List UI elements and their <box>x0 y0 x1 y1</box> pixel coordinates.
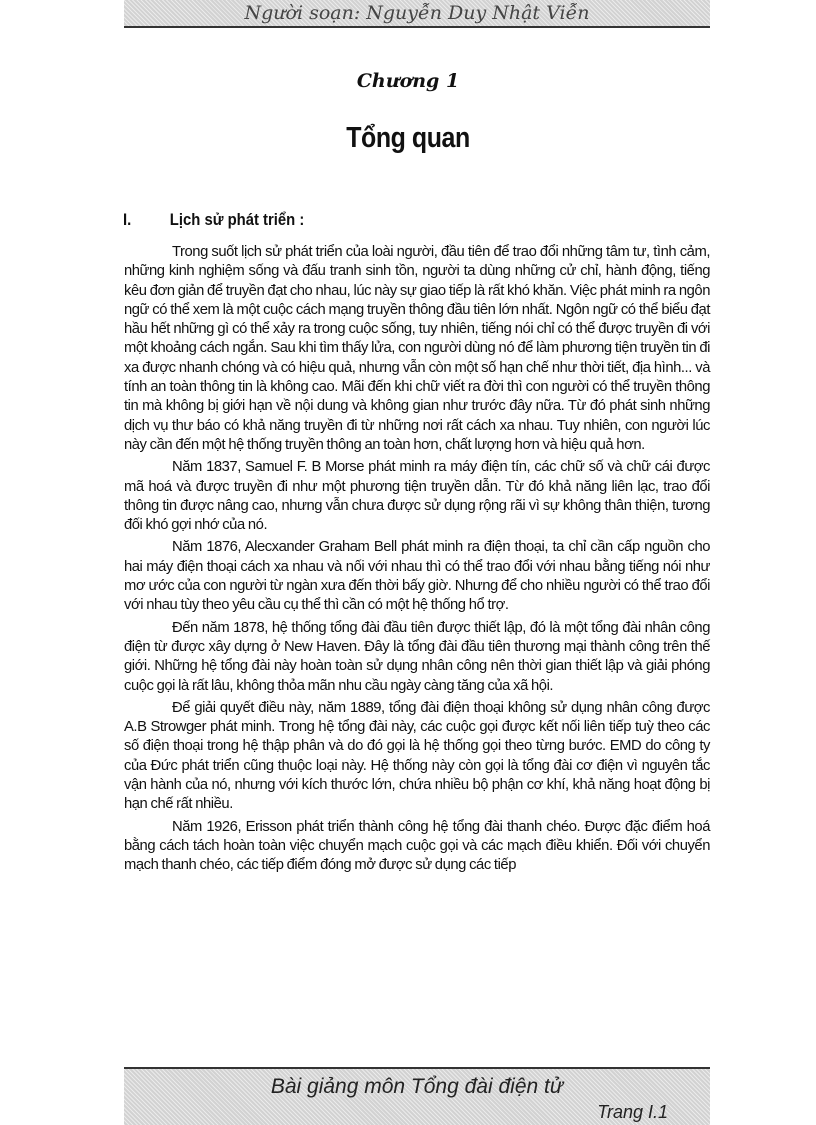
page-header <box>124 0 710 28</box>
paragraph: Trong suốt lịch sử phát triển của loài người, đầu tiên để trao đổi những tâm tư, tình cảm, những kinh nghiệm sống và đấu tranh sinh tồn, người ta dùng những cử chỉ, hành động, tiếng kêu đơn giản để truyền đạt cho nhau, lúc này sự giao tiếp là rất khó khăn. Việc phát minh ra ngôn ngữ có thể xem là một cuộc cách mạng truyền thông đầu tiên lớn nhất. Ngôn ngữ có thể biểu đạt hầu hết những gì có thể xảy ra trong cuộc sống, tuy nhiên, tiếng nói chỉ có thể được truyền đi với một khoảng cách ngắn. Sau khi tìm thấy lửa, con người dùng nó để làm phương tiện truyền tin đi xa được nhanh chóng và có hiệu quả, nhưng vẫn còn một số hạn chế như thời tiết, địa hình... và tính an toàn thông tin là không cao. Mãi đến khi chữ viết ra đời thì con người có thể truyền thông tin mà không bị giới hạn về nội dung và không gian như trước đây nữa. Từ đó phát sinh những dịch vụ thư báo có khả năng truyền đi từ những nơi rất cách xa nhau. Tuy nhiên, con người lúc này cần đến một hệ thống truyền thông an toàn hơn, chất lượng hơn và hiệu quả hơn. <box>124 244 710 453</box>
page-footer <box>124 1067 710 1125</box>
author-line: Người soạn: Nguyễn Duy Nhật Viễn <box>244 2 590 24</box>
body-text <box>124 243 710 879</box>
paragraph: Đến năm 1878, hệ thống tổng đài đầu tiên được thiết lập, đó là một tổng đài nhân công điện từ được xây dựng ở New Haven. Đây là tổng đài đầu tiên thương mại thành công trên thế giới. Những hệ tổng đài này hoàn toàn sử dụng nhân công nên thời gian thiết lập và giải phóng cuộc gọi là rất lâu, không thỏa mãn nhu cầu ngày càng tăng của xã hội. <box>124 619 710 694</box>
section-number: I. <box>123 211 132 229</box>
paragraph: Để giải quyết điều này, năm 1889, tổng đài điện thoại không sử dụng nhân công được A.B Strowger phát minh. Trong hệ tổng đài này, các cuộc gọi được kết nối liên tiếp tuỳ theo các số điện thoại trong hệ thập phân và do đó gọi là hệ thống gọi theo từng bước. EMD do công ty của Đức phát triển cũng thuộc loại này. Hệ thống này còn gọi là tổng đài cơ điện vì nguyên tắc vận hành của nó, nhưng với kích thước lớn, chứa nhiều bộ phận cơ khí, khả năng hoạt động bị hạn chế rất nhiều. <box>124 699 710 813</box>
paragraph: Năm 1876, Alecxander Graham Bell phát minh ra điện thoại, ta chỉ cần cấp nguồn cho hai máy điện thoại cách xa nhau và nối với nhau thì có thể trao đổi với nhau bằng tiếng nói như mơ ước của con người từ ngàn xưa đến thời bấy giờ. Nhưng để cho nhiều người có thể trao đổi với nhau tùy theo yêu cầu cụ thể thì cần có một hệ thống hổ trợ. <box>124 539 710 614</box>
page-number: Trang I.1 <box>597 1102 668 1122</box>
course-title: Bài giảng môn Tổng đài điện tử <box>270 1075 564 1098</box>
chapter-title: Tổng quan <box>346 122 470 154</box>
section-title: Lịch sử phát triển : <box>169 211 305 229</box>
paragraph: Năm 1926, Erisson phát triển thành công hệ tổng đài thanh chéo. Được đặc điểm hoá bằng cách tách hoàn toàn việc chuyển mạch cuộc gọi và các mạch điều khiển. Đối với chuyển mạch thanh chéo, các tiếp điểm đóng mở được sử dụng các tiếp <box>124 818 710 874</box>
chapter-label: Chương 1 <box>356 70 460 92</box>
section-heading <box>123 211 654 230</box>
paragraph: Năm 1837, Samuel F. B Morse phát minh ra máy điện tín, các chữ số và chữ cái được mã hoá và được truyền đi như một phương tiện truyền dẫn. Từ đó khả năng liên lạc, trao đổi thông tin được nâng cao, nhưng vẫn chưa được sử dụng rộng rãi vì sự không thân thiện, tương đối khó gợi nhớ của nó. <box>124 459 710 534</box>
